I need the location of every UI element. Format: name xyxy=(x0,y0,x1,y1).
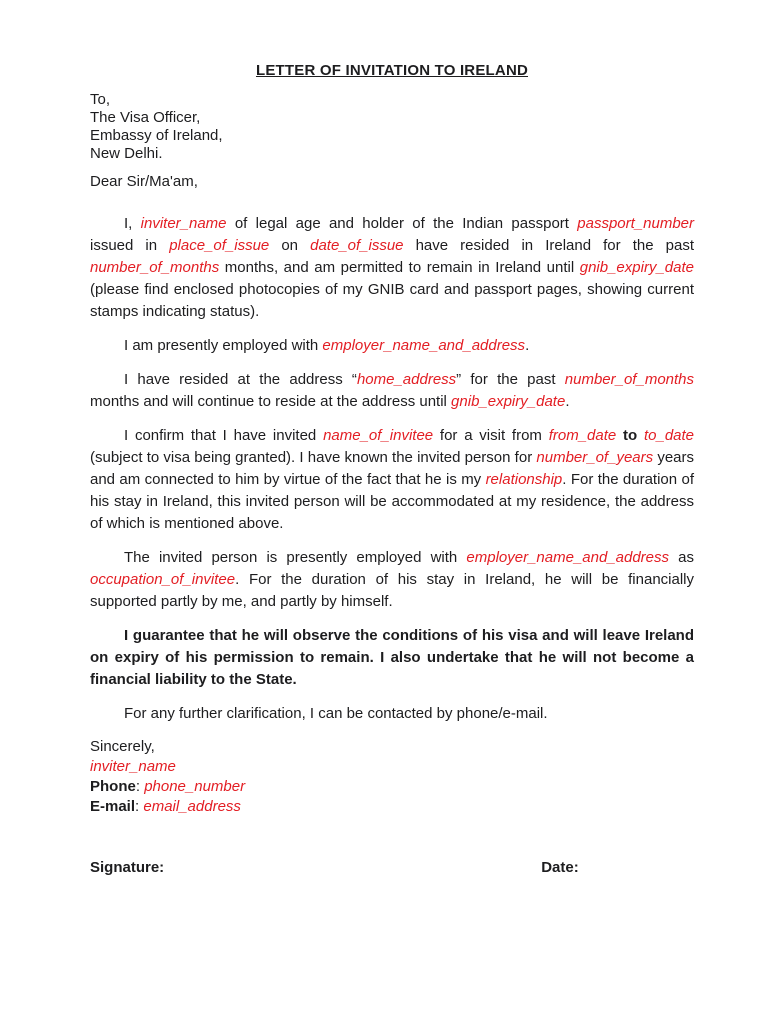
placeholder-number-of-months: number_of_months xyxy=(564,371,695,388)
placeholder-name-of-invitee: name_of_invitee xyxy=(323,427,434,444)
address-line: New Delhi. xyxy=(90,145,163,162)
placeholder-employer-name-and-address: employer_name_and_address xyxy=(466,549,670,566)
text-segment: I have resided at the address “ xyxy=(124,371,357,388)
clarification-paragraph xyxy=(90,703,694,725)
page-title: LETTER OF INVITATION TO IRELAND xyxy=(255,62,529,79)
text-segment: for a visit from xyxy=(433,427,549,444)
text-segment: I guarantee that he will observe the conditions of his visa and will leave Ireland on expiry of his permission to remain. I also undertake that he will not become a financial liability to the State. xyxy=(90,627,694,688)
placeholder-phone-number: phone_number xyxy=(144,778,246,795)
placeholder-relationship: relationship xyxy=(485,471,563,488)
invitee-employment-paragraph xyxy=(90,547,694,613)
text-segment: ” for the past xyxy=(456,371,565,388)
text-segment xyxy=(616,427,623,444)
text-segment: months, and am permitted to remain in Ireland until xyxy=(219,259,580,276)
closing-phone-line xyxy=(90,777,694,797)
residence-paragraph xyxy=(90,369,694,413)
text-segment: . xyxy=(525,337,530,354)
letter-body xyxy=(90,213,694,725)
closing-email-line xyxy=(90,797,694,817)
text-segment: (subject to visa being granted). I have known the invited person for xyxy=(90,449,537,466)
text-segment: . xyxy=(565,393,570,410)
bold-text: to xyxy=(623,427,638,444)
text-segment: of legal age and holder of the Indian passport xyxy=(226,215,578,232)
text-segment: I confirm that I have invited xyxy=(124,427,324,444)
address-line: To, xyxy=(90,91,111,108)
address-line: Embassy of Ireland, xyxy=(90,127,223,144)
placeholder-gnib-expiry-date: gnib_expiry_date xyxy=(579,259,694,276)
text-segment: The invited person is presently employed with xyxy=(124,549,467,566)
intro-paragraph xyxy=(90,213,694,323)
placeholder-home-address: home_address xyxy=(356,371,457,388)
text-segment: issued in xyxy=(90,237,170,254)
phone-separator: : xyxy=(135,778,145,795)
email-separator: : xyxy=(135,798,144,815)
placeholder-number-of-years: number_of_years xyxy=(536,449,654,466)
placeholder-number-of-months: number_of_months xyxy=(90,259,220,276)
placeholder-inviter-name: inviter_name xyxy=(90,758,176,775)
text-segment: . For the duration of his stay in Ireland, he will be financially supported partly by me, and partly by himself. xyxy=(90,571,694,610)
employment-paragraph xyxy=(90,335,694,357)
placeholder-to-date: to_date xyxy=(643,427,695,444)
placeholder-from-date: from_date xyxy=(548,427,617,444)
text-segment: months and will continue to reside at the address until xyxy=(90,393,452,410)
recipient-block xyxy=(90,91,694,163)
placeholder-employer-name-and-address: employer_name_and_address xyxy=(322,337,526,354)
signature-label: Signature: xyxy=(90,859,165,876)
text-segment: I, xyxy=(124,215,141,232)
placeholder-email-address: email_address xyxy=(143,798,241,815)
placeholder-date-of-issue: date_of_issue xyxy=(310,237,404,254)
placeholder-passport-number: passport_number xyxy=(577,215,694,232)
invitation-paragraph xyxy=(90,425,694,535)
text-segment: as xyxy=(669,549,695,566)
placeholder-occupation-of-invitee: occupation_of_invitee xyxy=(90,571,236,588)
text-segment: have resided in Ireland for the past xyxy=(403,237,694,254)
text-segment: I am presently employed with xyxy=(124,337,323,354)
text-segment: on xyxy=(269,237,311,254)
date-label: Date: xyxy=(541,859,579,876)
placeholder-inviter-name: inviter_name xyxy=(140,215,227,232)
closing-block xyxy=(90,737,694,817)
signature-date-row xyxy=(90,859,694,876)
closing-sincerely: Sincerely, xyxy=(90,738,155,755)
text-segment: (please find enclosed photocopies of my GNIB card and passport pages, showing current stamps indicating status). xyxy=(90,281,694,320)
text-segment: For any further clarification, I can be contacted by phone/e-mail. xyxy=(124,705,548,722)
address-line: The Visa Officer, xyxy=(90,109,201,126)
text-segment: years and am connected to him by virtue of the fact that he is my xyxy=(90,449,694,488)
salutation: Dear Sir/Ma'am, xyxy=(90,173,198,190)
placeholder-place-of-issue: place_of_issue xyxy=(169,237,270,254)
text-segment: . For the duration of his stay in Ireland, this invited person will be accommodated at my residence, the address of which is mentioned above. xyxy=(90,471,695,532)
email-label: E-mail xyxy=(90,798,136,815)
guarantee-paragraph xyxy=(90,625,694,691)
placeholder-gnib-expiry-date: gnib_expiry_date xyxy=(451,393,566,410)
phone-label: Phone xyxy=(90,778,136,795)
text-segment xyxy=(637,427,644,444)
